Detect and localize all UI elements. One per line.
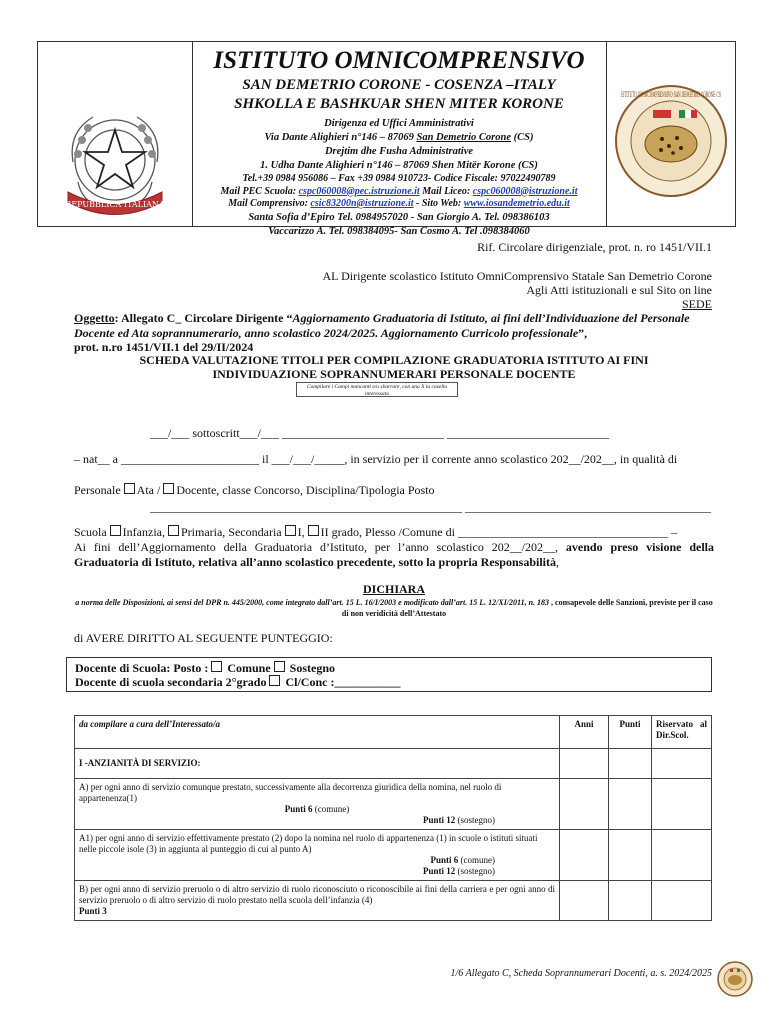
- posto-fields[interactable]: ____________________________________________________ _________________________________________: [150, 500, 711, 514]
- docente-box: [66, 657, 712, 692]
- scheda-line1: SCHEDA VALUTAZIONE TITOLI PER COMPILAZIONE GRADUATORIA ISTITUTO AI FINI: [139, 353, 649, 367]
- ii-grado-checkbox[interactable]: [308, 525, 319, 536]
- city-link[interactable]: San Demetrio Corone: [416, 132, 512, 143]
- al-line: AL Dirigente scolastico Istituto OmniComprensivo Statale San Demetrio Corone: [322, 269, 712, 283]
- sostegno-checkbox[interactable]: [274, 661, 285, 672]
- rif-line: Rif. Circolare dirigenziale, prot. n. ro 1451/VII.1: [477, 240, 712, 254]
- drejtim: Drejtim dhe Fusha Administrative: [324, 146, 474, 157]
- anni-cell[interactable]: [560, 779, 609, 830]
- header-line2: SHKOLLA E BASHKUAR SHEN MITER KORONE: [234, 96, 564, 112]
- row-a1: A1) per ogni anno di servizio effettivamente prestato (2) dopo la nomina nel ruolo di appartenenza (1) in scuole o istituti situati nelle piccole isole (3) in aggiunta al punteggio di cui al punto A) Punti 6 (comune) Punti 12 (sostegno): [75, 830, 560, 881]
- punti-cell[interactable]: [609, 749, 652, 779]
- norma-text: a norma delle Disposizioni, ai sensi del DPR n. 445/2000, come integrato dall’art. 15 L. 16/I/2003 e modificato dall’art. 15 L. 12/XI/2011, n. 183 , consapevole delle Sanzioni, previste per il caso di non veridicità dell’Attestato: [75, 598, 713, 618]
- oggetto: Oggetto: Allegato C_ Circolare Dirigente “Aggiornamento Graduatoria di Istituto, ai fini dell’Individuazione del Personale Docente ed Ata soprannumerario, anno scolastico 2024/2025. Aggiornamento Curricolo professionale”,: [74, 311, 690, 340]
- riservato-cell: [652, 881, 712, 921]
- italian-emblem-icon: [38, 42, 192, 226]
- comp-email-link[interactable]: csic83200n@istruzione.it: [310, 198, 414, 209]
- anni-cell[interactable]: [560, 830, 609, 881]
- secondaria-checkbox[interactable]: [269, 675, 280, 686]
- col-header-anni: Anni: [560, 716, 609, 749]
- docente-scuola-line: Docente di Scuola: Posto : Comune Sostegno: [75, 661, 336, 675]
- punteggio-table: [74, 715, 712, 921]
- sofia-line: Santa Sofia d’Epiro Tel. 0984957020 - San Giorgio A. Tel. 098386103: [248, 211, 550, 223]
- i-grado-checkbox[interactable]: [285, 525, 296, 536]
- school-seal-icon: [607, 42, 736, 226]
- col-header-riservato: Riservato al Dir.Scol.: [652, 716, 712, 749]
- avere-diritto: di AVERE DIRITTO AL SEGUENTE PUNTEGGIO:: [74, 631, 333, 645]
- table-row: [75, 830, 712, 881]
- table-row: [75, 881, 712, 921]
- address-sq: 1. Udha Dante Alighieri n°146 – 87069 Shen Mitër Korone (CS): [260, 160, 538, 171]
- infanzia-checkbox[interactable]: [110, 525, 121, 536]
- col-header-compilare: da compilare a cura dell’Interessato/a: [75, 716, 560, 749]
- riservato-cell: [652, 749, 712, 779]
- agli-line: Agli Atti istituzionali e sul Sito on line: [526, 283, 712, 297]
- scuola-line: Scuola Infanzia, Primaria, Secondaria I, II grado, Plesso /Comune di ___________________________________ –: [74, 525, 677, 539]
- anni-cell[interactable]: [560, 881, 609, 921]
- row-b: B) per ogni anno di servizio preruolo o di altro servizio di ruolo riconosciuto o riconoscibile ai fini della carriera e per ogni anno di servizio preruolo o di altro servizio di ruolo prestato nella scuola dell’infanzia (4) Punti 3: [75, 881, 560, 921]
- riservato-cell: [652, 779, 712, 830]
- section-anzianita: I -ANZIANITÀ DI SERVIZIO:: [75, 749, 560, 779]
- tel-line: Tel.+39 0984 956086 – Fax +39 0984 910723- Codice Fiscale: 97022490789: [242, 173, 556, 184]
- footer-text: 1/6 Allegato C, Scheda Soprannumerari Docenti, a. s. 2024/2025: [450, 968, 712, 979]
- ata-checkbox[interactable]: [124, 483, 135, 494]
- address-it: Via Dante Alighieri n°146 – 87069 San Demetrio Corone (CS): [264, 132, 534, 143]
- comp-line: Mail Comprensivo: csic83200n@istruzione.it - Sito Web: www.iosandemetrio.edu.it: [228, 198, 570, 209]
- footer-seal-icon: [716, 960, 754, 998]
- header-line1: SAN DEMETRIO CORONE - COSENZA –ITALY: [242, 77, 556, 93]
- comune-checkbox[interactable]: [211, 661, 222, 672]
- seal-cell: [606, 42, 736, 226]
- table-row: [75, 749, 712, 779]
- anni-cell[interactable]: [560, 749, 609, 779]
- primaria-checkbox[interactable]: [168, 525, 179, 536]
- personale-line: Personale Ata / Docente, classe Concorso, Disciplina/Tipologia Posto: [74, 483, 435, 497]
- website-link[interactable]: www.iosandemetrio.edu.it: [463, 198, 570, 209]
- row-a: A) per ogni anno di servizio comunque prestato, successivamente alla decorrenza giuridica della nomina, nel ruolo di appartenenza(1) Punti 6 (comune) Punti 12 (sostegno): [75, 779, 560, 830]
- pec-email-link[interactable]: cspc060008@pec.istruzione.it: [298, 185, 420, 197]
- header-text: [193, 42, 605, 239]
- punti-cell[interactable]: [609, 881, 652, 921]
- ai-fini: Ai fini dell’Aggiornamento della Graduatoria d’Istituto, per l’anno scolastico 202__/202__, avendo preso visione della Graduatoria di Istituto, relativa all’anno scolastico precedente, sotto la propria Responsabilità,: [74, 540, 714, 569]
- punti-cell[interactable]: [609, 779, 652, 830]
- punti-cell[interactable]: [609, 830, 652, 881]
- dichiara-heading: DICHIARA: [362, 582, 425, 596]
- sottoscritto-line[interactable]: ___/___ sottoscritt___/___ ___________________________ ___________________________: [150, 426, 609, 440]
- liceo-email-link[interactable]: cspc060008@istruzione.it: [472, 185, 578, 197]
- table-row: [75, 779, 712, 830]
- riservato-cell: [652, 830, 712, 881]
- col-header-punti: Punti: [609, 716, 652, 749]
- prot-line: prot. n.ro 1451/VII.1 del 29/II/2024: [74, 340, 254, 354]
- emblem-cell: [38, 42, 193, 226]
- sede-line: SEDE: [682, 297, 712, 311]
- docente-sec-line: Docente di scuola secondaria 2°grado Cl/Conc :___________: [75, 675, 401, 689]
- scheda-line2: INDIVIDUAZIONE SOPRANNUMERARI PERSONALE DOCENTE: [212, 367, 576, 381]
- table-header-row: [75, 716, 712, 749]
- vacc-line: Vaccarizzo A. Tel. 098384095- San Cosmo A. Tel .098384060: [268, 225, 530, 237]
- nato-line[interactable]: – nat__ a _______________________ il ___/___/_____, in servizio per il corrente anno scolastico 202__/202__, in qualità di: [74, 452, 678, 466]
- docente-checkbox[interactable]: [163, 483, 174, 494]
- emblem-text: REPUBBLICA ITALIANA: [65, 200, 165, 209]
- school-title: ISTITUTO OMNICOMPRENSIVO: [213, 47, 585, 74]
- seal-text: ISTITUTO OMNICOMPRENSIVO SAN DEMETRIO CORONE CS: [621, 91, 722, 99]
- instruction-note: Compilare i Campi mancanti e/o sbarrare, con una X la casella interessata: [296, 382, 458, 397]
- dirigenza: Dirigenza ed Uffici Amministrativi: [324, 118, 474, 129]
- pec-line: Mail PEC Scuola: cspc060008@pec.istruzione.it Mail Liceo: cspc060008@istruzione.it: [220, 185, 578, 197]
